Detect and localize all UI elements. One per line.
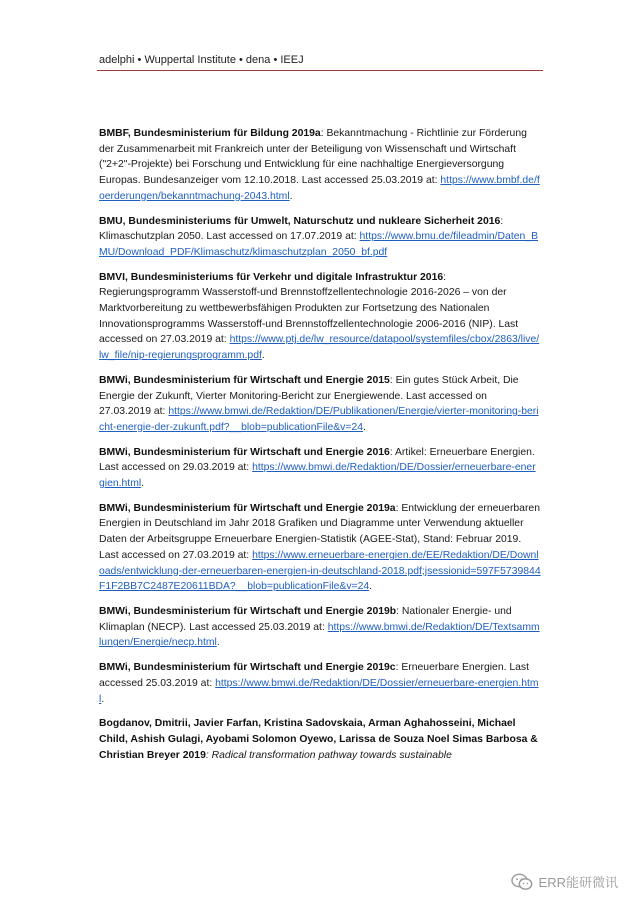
reference-text: : Artikel: Erneuerbare Energien. Last accessed on 29.03.2019 at: [99,446,535,474]
reference-author: Bogdanov, Dmitrii, Javier Farfan, Kristina Sadovskaia, Arman Aghahosseini, Michael Child, Ashish Gulagi, Ayobami Solomon Oyewo, Larissa de Souza Noel Simas Barbosa & Christian Breyer 2019 [99,718,538,761]
reference-author: BMWi, Bundesministerium für Wirtschaft und Energie 2019a [99,502,396,514]
reference-entry [99,126,541,205]
reference-text: : Erneuerbare Energien. Last accessed 25.03.2019 at: [99,662,530,689]
reference-link[interactable]: https://www.bmu.de/fileadmin/Daten_BMU/Download_PDF/Klimaschutz/klimaschutzplan_2050_bf.pdf [99,231,538,258]
reference-text: : Nationaler Energie- und Klimaplan (NECP). Last accessed 25.03.2019 at: [99,605,512,633]
reference-text: : Entwicklung der erneuerbaren Energien in Deutschland im Jahr 2018 Grafiken und Diagramme unter Verwendung aktueller Daten der Arbeitsgruppe Erneuerbare Energien-Statistik (AGEE-Stat), Stand: Februar 2019. Last accessed on 27.03.2019 at: [99,502,540,561]
reference-entry [99,604,541,651]
reference-entry [99,501,541,595]
reference-entry [99,373,541,436]
reference-link[interactable]: https://www.bmwi.de/Redaktion/DE/Dossier/erneuerbare-energien.html [99,677,539,705]
page-header: adelphi • Wuppertal Institute • dena • IEEJ [99,54,304,66]
watermark [511,872,618,891]
reference-end: . [289,190,293,202]
watermark-text: ERR能研微讯 [538,875,618,890]
reference-entry [99,270,541,364]
reference-text: : Regierungsprogramm Wasserstoff-und Brennstoffzellentechnologie 2016-2026 – von der Marktvorbereitung zu wettbewerbsfähigen Produkten zur Fortsetzung des Nationalen Innovationsprogramms Wasserstoff-und Brennstoffzellentechnologie 2006-2016 (NIP). Last accessed on 27.03.2019 at: [99,271,519,346]
reference-author: BMBF, Bundesministerium für Bildung 2019a [99,128,321,139]
reference-entry [99,214,541,261]
reference-author: BMWi, Bundesministerium für Wirtschaft und Energie 2019c [99,662,396,674]
reference-text: : Bekanntmachung - Richtlinie zur Förderung der Zusammenarbeit mit Frankreich unter der Beteiligung von Wissenschaft und Wirtschaft ("2+2"-Projekte) bei Forschung und Entwicklung für eine nachhaltige Energieversorgung Europas. Bundesanzeiger vom 12.10.2018. Last accessed 25.03.2019 at: [99,128,527,187]
reference-entry [99,716,541,763]
reference-entry [99,445,541,492]
reference-author: BMU, Bundesministeriums für Umwelt, Naturschutz und nukleare Sicherheit 2016 [99,215,501,227]
reference-author: BMVI, Bundesministeriums für Verkehr und digitale Infrastruktur 2016 [99,271,444,283]
reference-text: : Radical transformation pathway towards sustainable [205,749,452,761]
reference-entry [99,660,541,707]
reference-link[interactable]: https://www.bmwi.de/Redaktion/DE/Textsammlungen/Energie/necp.html [99,621,540,649]
reference-link[interactable]: https://www.bmwi.de/Redaktion/DE/Dossier/erneuerbare-energien.html [99,462,536,490]
reference-list [99,126,541,772]
reference-end: . [369,581,373,593]
reference-author: BMWi, Bundesministerium für Wirtschaft und Energie 2016 [99,446,390,458]
reference-end: . [362,421,366,433]
reference-link[interactable]: https://www.ptj.de/lw_resource/datapool/systemfiles/cbox/2863/live/lw_file/nip-regierungsprogramm.pdf [99,334,540,362]
reference-link[interactable]: https://www.erneuerbare-energien.de/EE/Redaktion/DE/Downloads/entwicklung-der-erneuerbaren-energien-in-deutschland-2018.pdf;jsessionid=597F5739844F1F2BB7C2487E20611BDA?__blob=publicationFile&v=24 [99,549,541,593]
wechat-icon [511,873,533,891]
reference-author: BMWi, Bundesministerium für Wirtschaft und Energie 2015 [99,374,390,386]
reference-link[interactable]: https://www.bmbf.de/foerderungen/bekanntmachung-2043.html [99,175,540,202]
header-divider [97,70,543,71]
reference-end: . [141,478,145,490]
reference-text: : Ein gutes Stück Arbeit, Die Energie der Zukunft, Vierter Monitoring-Bericht zur Energiewende. Last accessed on 27.03.2019 at: [99,374,519,418]
reference-end: . [261,350,265,362]
reference-text: : Klimaschutzplan 2050. Last accessed on 17.07.2019 at: [99,215,504,243]
reference-link[interactable]: https://www.bmwi.de/Redaktion/DE/Publikationen/Energie/vierter-monitoring-bericht-energie-der-zukunft.pdf?__blob=publicationFile&v=24 [99,406,539,433]
reference-end: . [216,637,220,649]
reference-end: . [101,693,105,705]
reference-author: BMWi, Bundesministerium für Wirtschaft und Energie 2019b [99,605,397,617]
